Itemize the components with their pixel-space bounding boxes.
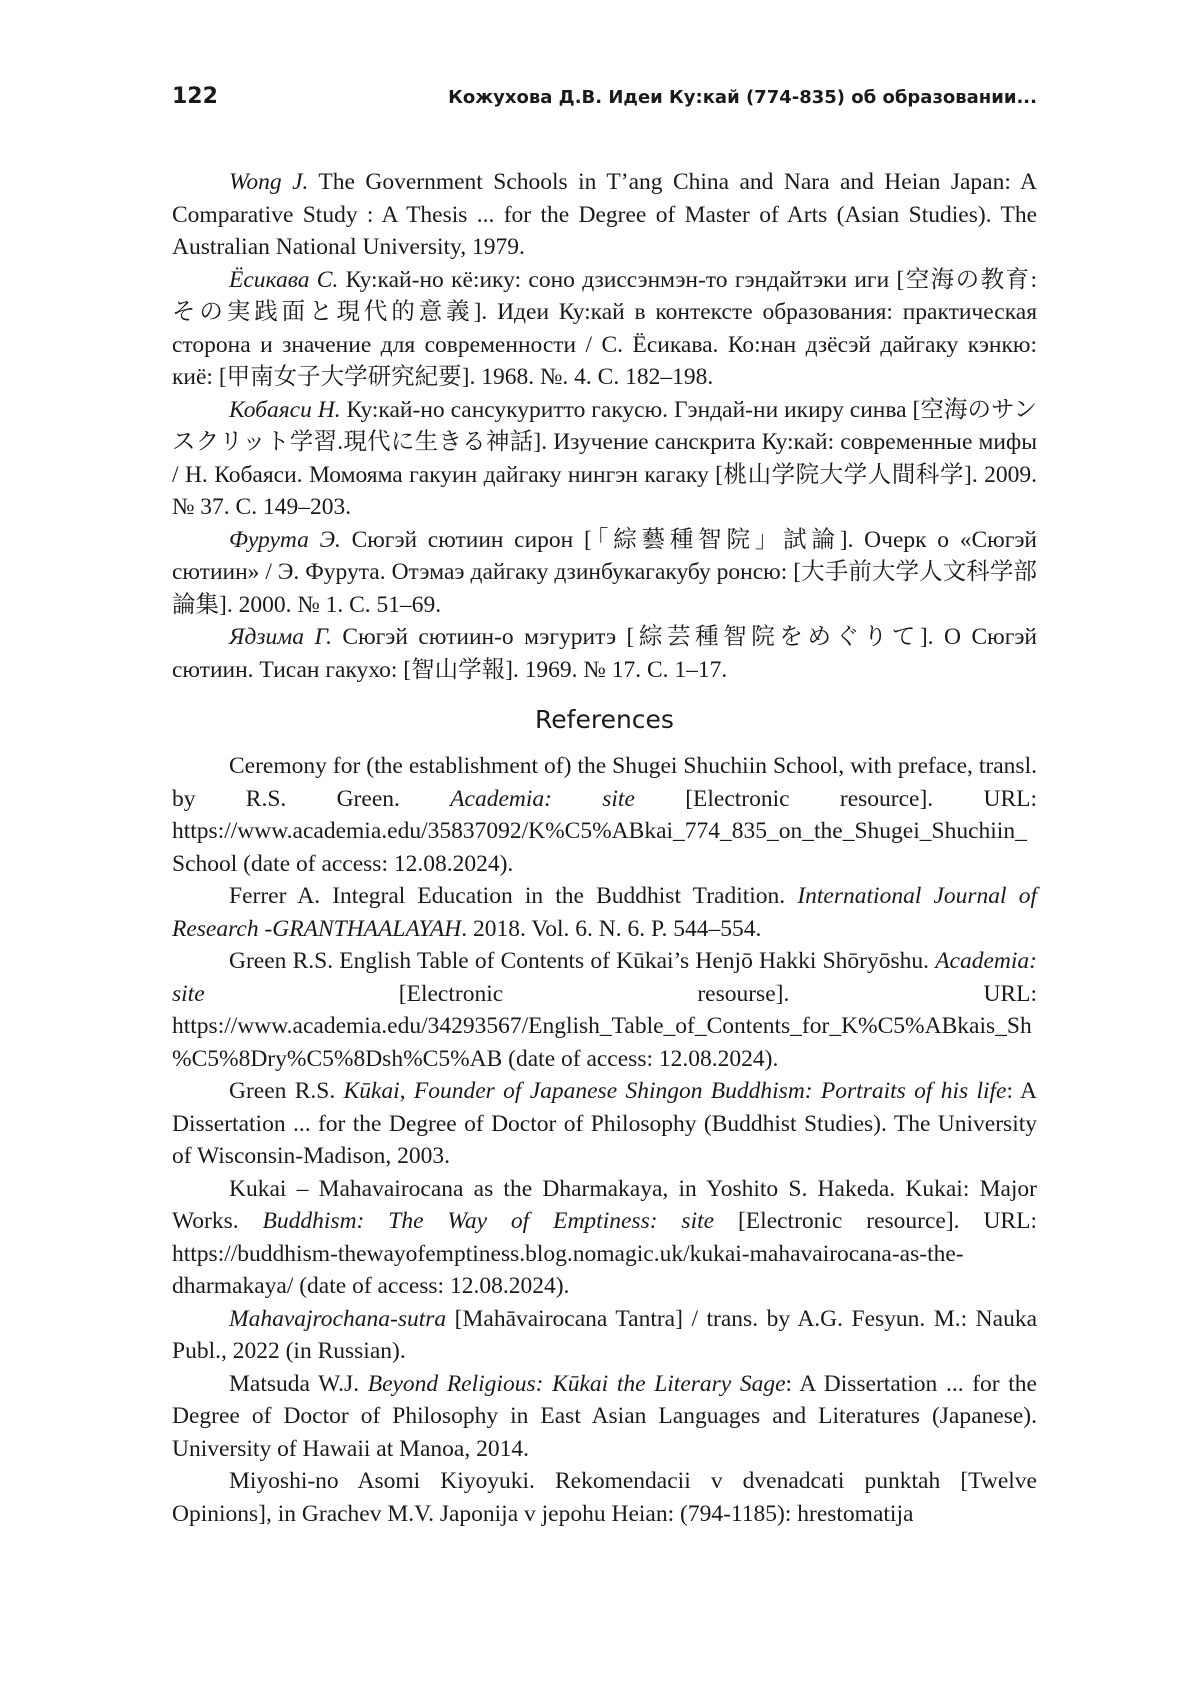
source-entry: Wong J. The Government Schools in T’ang China and Nara and Heian Japan: A Comparative Study : A Thesis ... for the Degree of Master of Arts (Asian Studies). The Australian National University, 1979. — [172, 166, 1037, 264]
references-heading: References — [172, 704, 1037, 736]
source-entry: Кобаяси Н. Ку:кай-но сансукуритто гакусю. Гэндай-ни икиру синва [空海のサンスクリット学習.現代に生きる神話]. Изучение санскрита Ку:кай: современные мифы / Н. Кобаяси. Момояма гакуин дайгаку нингэн кагаку [桃山学院大学人間科学]. 2009. № 37. С. 149–203. — [172, 394, 1037, 524]
running-header — [172, 84, 1037, 109]
reference-entry: Ferrer A. Integral Education in the Buddhist Tradition. International Journal of Research -GRANTHAALAYAH. 2018. Vol. 6. N. 6. P. 544–554. — [172, 880, 1037, 945]
source-entry: Ядзима Г. Сюгэй сютиин-о мэгуритэ [綜芸種智院をめぐりて]. О Сюгэй сютиин. Тисан гакухо: [智山学報]. 1969. № 17. С. 1–17. — [172, 621, 1037, 686]
reference-entry: Green R.S. Kūkai, Founder of Japanese Shingon Buddhism: Portraits of his life: A Dissertation ... for the Degree of Doctor of Philosophy (Buddhist Studies). The University of Wisconsin-Madison, 2003. — [172, 1075, 1037, 1173]
source-entry: Фурута Э. Сюгэй сютиин сирон [「綜藝種智院」試論]. Очерк о «Сюгэй сютиин» / Э. Фурута. Отэмаэ дайгаку дзинбукагакубу ронсю: [大手前大学人文科学部論集]. 2000. № 1. С. 51–69. — [172, 524, 1037, 622]
bibliography — [172, 166, 1037, 1530]
document-page — [0, 0, 1200, 1697]
reference-entry: Miyoshi-no Asomi Kiyoyuki. Rekomendacii v dvenadcati punktah [Twelve Opinions], in Grachev M.V. Japonija v jepohu Heian: (794-1185): hrestomatija — [172, 1465, 1037, 1530]
source-entry: Ёсикава С. Ку:кай-но кё:ику: соно дзиссэнмэн-то гэндайтэки иги [空海の教育: その実践面と現代的意義]. Идеи Ку:кай в контексте образования: практическая сторона и значение для современности / С. Ёсикава. Ко:нан дзёсэй дайгаку кэнкю: киё: [甲南女子大学研究紀要]. 1968. №. 4. С. 182–198. — [172, 264, 1037, 394]
reference-entry: Kukai – Mahavairocana as the Dharmakaya, in Yoshito S. Hakeda. Kukai: Major Works. Buddhism: The Way of Emptiness: site [Electronic resource]. URL: https://buddhism-thewayofemptiness.blog.nomagic.uk/kukai-mahavairocana-as-the-dharmakaya/ (date of access: 12.08.2024). — [172, 1173, 1037, 1303]
reference-entry: Mahavajrochana-sutra [Mahāvairocana Tantra] / trans. by A.G. Fesyun. M.: Nauka Publ., 2022 (in Russian). — [172, 1303, 1037, 1368]
reference-entry: Matsuda W.J. Beyond Religious: Kūkai the Literary Sage: A Dissertation ... for the Degree of Doctor of Philosophy in East Asian Languages and Literatures (Japanese). University of Hawaii at Manoa, 2014. — [172, 1368, 1037, 1466]
reference-entry: Green R.S. English Table of Contents of Kūkai’s Henjō Hakki Shōryōshu. Academia: site [Electronic resourse]. URL: https://www.academia.edu/34293567/English_Table_of_Contents_for_K%C5%ABkais_Sh%C5%8Dry%C5%8Dsh%C5%AB (date of access: 12.08.2024). — [172, 945, 1037, 1075]
references-list — [172, 750, 1037, 1530]
page-number: 122 — [172, 84, 218, 109]
running-title: Кожухова Д.В. Идеи Ку:кай (774-835) об образовании... — [448, 87, 1037, 108]
sources-list — [172, 166, 1037, 686]
reference-entry: Ceremony for (the establishment of) the Shugei Shuchiin School, with preface, transl. by R.S. Green. Academia: site [Electronic resource]. URL: https://www.academia.edu/35837092/K%C5%ABkai_774_835_on_the_Shugei_Shuchiin_School (date of access: 12.08.2024). — [172, 750, 1037, 880]
